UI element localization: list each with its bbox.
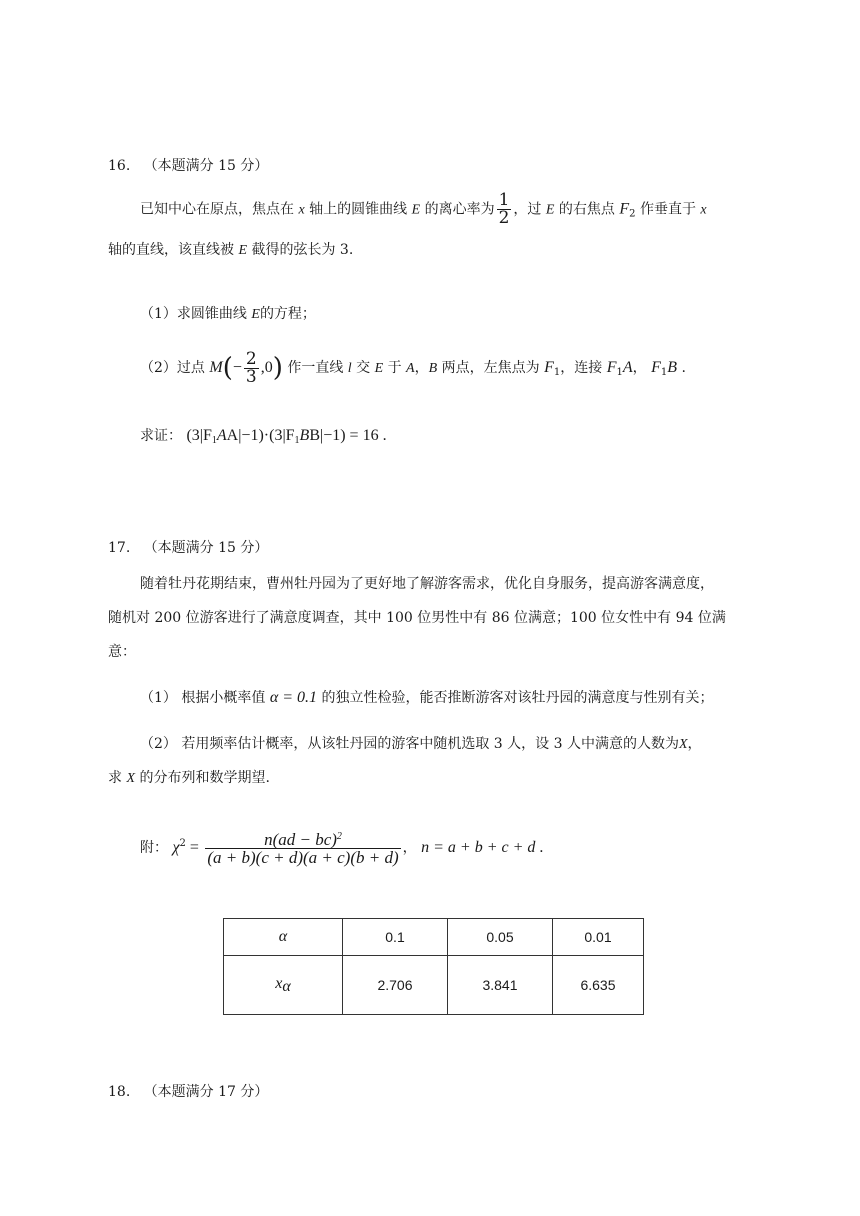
q16-prove: 求证： $(3|F_1AA|-1)\cdot(3|F_1BB|-1) = 16$ . [140, 427, 387, 446]
q16-part1: （1）求圆锥曲线 E的方程； [140, 306, 316, 322]
eccentricity-fraction: $\frac{1}{2}$ [498, 190, 510, 228]
q17-para-line3: 意： [108, 644, 136, 660]
q17-appendix: 附： $\chi^2$ = $\frac{n(ad - bc)^2}{(a + b)(c + d)(a + c)(b + d)}$ ， n = a + b + c + d . [140, 829, 544, 867]
q16-score: （本题满分 15 分） [143, 158, 269, 174]
table-cell: 3.841 [448, 956, 553, 1015]
q16-intro-line1: 已知中心在原点，焦点在 x 轴上的圆锥曲线 E 的离心率为 $\frac{1}{2}$ ，过 E 的右焦点 $F_2$ 作垂直于 x [140, 190, 707, 228]
table-row-label: $x_\alpha$ [224, 956, 343, 1015]
table-cell: 0.01 [553, 919, 644, 956]
q17-header [108, 538, 268, 558]
q17-number: 17. [108, 540, 131, 556]
q17-part2-line2: 求 X 的分布列和数学期望. [108, 770, 270, 786]
q17-score: （本题满分 15 分） [143, 540, 269, 556]
point-m-fraction: $\frac{2}{3}$ [245, 348, 257, 387]
table-cell: 0.05 [448, 919, 553, 956]
table-cell: 6.635 [553, 956, 644, 1015]
q17-para-line2: 随机对 200 位游客进行了满意度调查，其中 100 位男性中有 86 位满意；100 位女性中有 94 位满 [108, 610, 726, 626]
q16-number: 16. [108, 158, 131, 174]
q17-part1: （1） 根据小概率值 α = 0.1 的独立性检验，能否推断游客对该牡丹园的满意度与性别有关； [140, 689, 714, 706]
critical-value-table [223, 918, 644, 1015]
table-cell: 0.1 [343, 919, 448, 956]
chi-square-formula: $\frac{n(ad - bc)^2}{(a + b)(c + d)(a + c)(b + d)}$ [207, 829, 399, 867]
table-row [224, 919, 644, 956]
q17-part2-line1: （2） 若用频率估计概率，从该牡丹园的游客中随机选取 3 人，设 3 人中满意的人数为X， [140, 736, 702, 752]
q17-para-line1: 随着牡丹花期结束，曹州牡丹园为了更好地了解游客需求，优化自身服务，提高游客满意度， [140, 576, 714, 592]
table-cell: 2.706 [343, 956, 448, 1015]
table-row [224, 956, 644, 1015]
q16-intro-line2: 轴的直线，该直线被 E 截得的弦长为 3. [108, 242, 354, 258]
q16-part2: （2）过点 M(− $\frac{2}{3}$ ,0) 作一直线 l 交 E 于 A，B 两点，左焦点为 $F_1$，连接 $F_1A$， $F_1B$ . [140, 348, 686, 387]
q18-score: （本题满分 17 分） [143, 1084, 269, 1100]
table-header-alpha: α [224, 919, 343, 956]
q18-header [108, 1082, 268, 1102]
q16-header [108, 156, 268, 176]
prove-expression: $(3|F_1AA|-1)\cdot(3|F_1BB|-1) = 16$ . [186, 427, 387, 446]
q18-number: 18. [108, 1084, 131, 1100]
